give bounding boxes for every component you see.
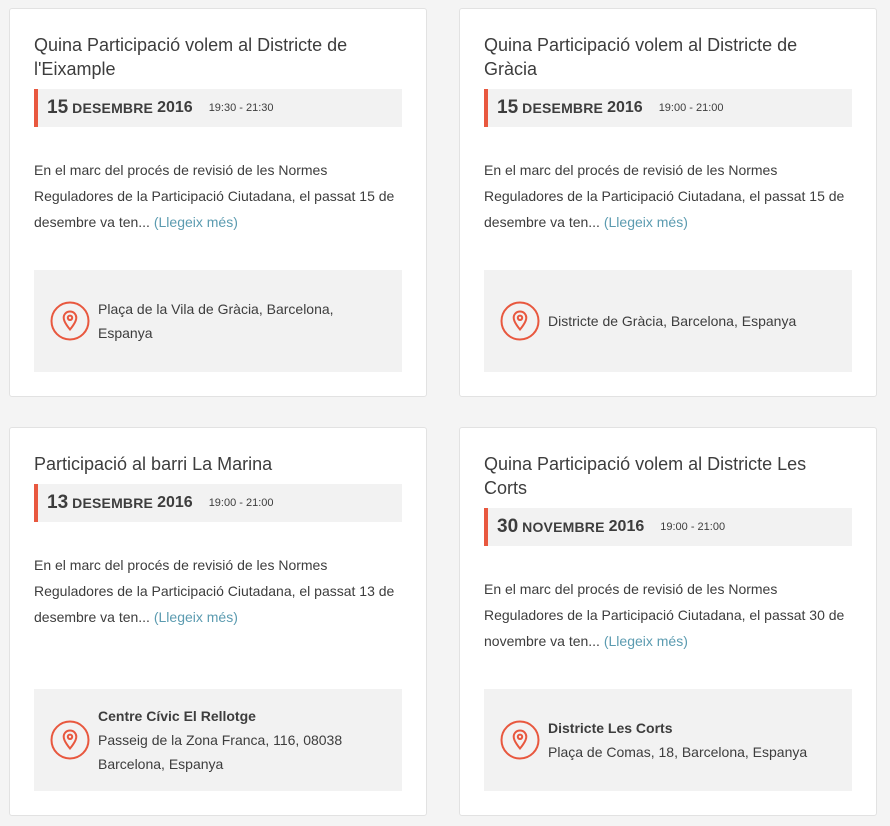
event-description-text: En el marc del procés de revisió de les Normes Reguladores de la Participació Ciutadana, el passat 15 de desembre va ten... <box>34 162 395 230</box>
event-time: 19:00 - 21:00 <box>208 497 274 509</box>
location-text <box>548 309 796 333</box>
event-location <box>34 270 402 372</box>
event-description-text: En el marc del procés de revisió de les Normes Reguladores de la Participació Ciutadana, el passat 15 de desembre va ten... <box>484 162 845 230</box>
event-date-bar <box>34 89 402 127</box>
event-day: 30 <box>497 516 519 537</box>
event-description-text: En el marc del procés de revisió de les Normes Reguladores de la Participació Ciutadana, el passat 30 de novembre va ten... <box>484 581 845 649</box>
event-description <box>484 576 852 654</box>
event-date-bar <box>484 89 852 127</box>
event-description <box>34 552 402 630</box>
location-name: Districte Les Corts <box>548 720 673 736</box>
event-time: 19:30 - 21:30 <box>208 102 274 114</box>
event-month: NOVEMBRE <box>522 519 605 535</box>
event-location <box>34 689 402 791</box>
event-description <box>34 157 402 235</box>
event-title[interactable]: Quina Participació volem al Districte de l'Eixample <box>34 35 348 79</box>
event-card <box>459 427 877 816</box>
location-address: Passeig de la Zona Franca, 116, 08038 Barcelona, Espanya <box>98 732 343 772</box>
event-time: 19:00 - 21:00 <box>660 521 726 533</box>
location-address: Plaça de la Vila de Gràcia, Barcelona, Espanya <box>98 301 334 341</box>
location-text <box>548 716 807 764</box>
location-name: Centre Cívic El Rellotge <box>98 708 256 724</box>
event-year: 2016 <box>608 518 645 535</box>
event-day: 15 <box>47 97 69 118</box>
location-address: Plaça de Comas, 18, Barcelona, Espanya <box>548 744 808 760</box>
map-pin-icon <box>500 301 540 341</box>
event-title[interactable]: Quina Participació volem al Districte de Gràcia <box>484 35 798 79</box>
event-card <box>9 8 427 397</box>
event-year: 2016 <box>157 494 193 511</box>
read-more-link[interactable]: (Llegeix més) <box>153 214 238 230</box>
event-location <box>484 689 852 791</box>
event-month: DESEMBRE <box>72 100 154 116</box>
event-location <box>484 270 852 372</box>
map-pin-icon <box>50 720 90 760</box>
event-year: 2016 <box>157 99 193 116</box>
read-more-link[interactable]: (Llegeix més) <box>153 609 238 625</box>
event-title[interactable]: Quina Participació volem al Districte Les Corts <box>484 454 807 498</box>
event-month: DESEMBRE <box>72 495 154 511</box>
event-description <box>484 157 852 235</box>
location-text <box>98 704 386 776</box>
event-date-bar <box>34 484 402 522</box>
event-time: 19:00 - 21:00 <box>658 102 724 114</box>
event-title[interactable]: Participació al barri La Marina <box>34 454 273 474</box>
event-description-text: En el marc del procés de revisió de les Normes Reguladores de la Participació Ciutadana, el passat 13 de desembre va ten... <box>34 557 395 625</box>
location-text <box>98 297 386 345</box>
location-address: Districte de Gràcia, Barcelona, Espanya <box>548 313 797 329</box>
map-pin-icon <box>500 720 540 760</box>
event-day: 15 <box>497 97 519 118</box>
read-more-link[interactable]: (Llegeix més) <box>603 214 688 230</box>
event-card <box>9 427 427 816</box>
event-card <box>459 8 877 397</box>
event-year: 2016 <box>607 99 643 116</box>
map-pin-icon <box>50 301 90 341</box>
event-date-bar <box>484 508 852 546</box>
event-month: DESEMBRE <box>522 100 604 116</box>
read-more-link[interactable]: (Llegeix més) <box>603 633 688 649</box>
event-day: 13 <box>47 492 69 513</box>
